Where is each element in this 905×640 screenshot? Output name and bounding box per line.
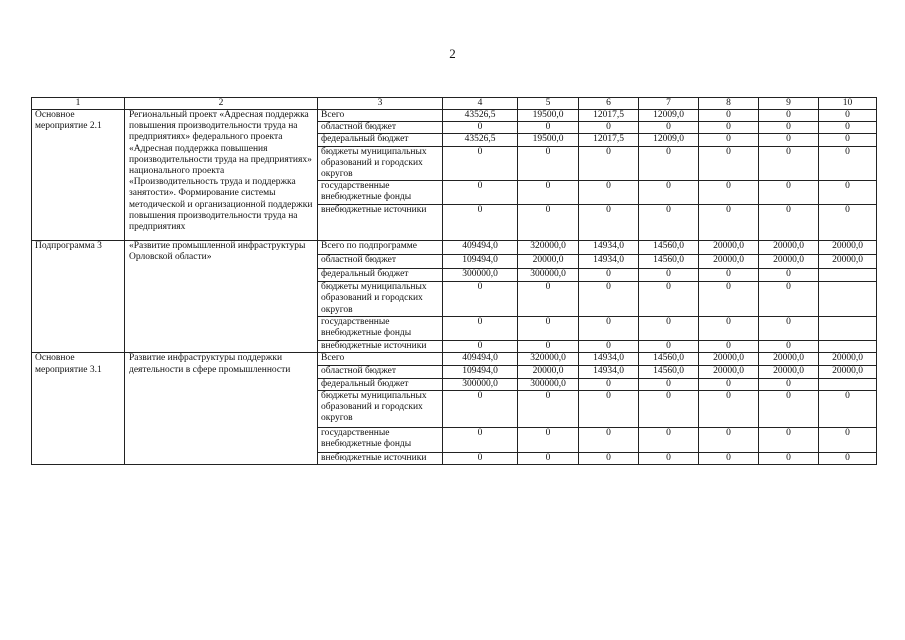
funding-source: государственные внебюджетные фонды xyxy=(318,317,443,341)
funding-source: бюджеты муниципальных образований и городских округов xyxy=(318,282,443,317)
amount-cell: 0 xyxy=(699,317,759,341)
amount-cell: 0 xyxy=(639,181,699,205)
amount-cell: 320000,0 xyxy=(518,353,579,366)
amount-cell: 300000,0 xyxy=(443,378,518,390)
amount-cell: 0 xyxy=(579,269,639,282)
amount-cell: 0 xyxy=(819,134,877,146)
amount-cell: 14934,0 xyxy=(579,255,639,269)
amount-cell: 14934,0 xyxy=(579,366,639,378)
amount-cell: 0 xyxy=(699,269,759,282)
amount-cell: 12009,0 xyxy=(639,134,699,146)
amount-cell: 300000,0 xyxy=(518,378,579,390)
amount-cell: 14934,0 xyxy=(579,241,639,255)
amount-cell: 0 xyxy=(579,427,639,452)
amount-cell: 0 xyxy=(518,390,579,427)
amount-cell: 0 xyxy=(579,390,639,427)
amount-cell: 0 xyxy=(579,341,639,353)
amount-cell: 409494,0 xyxy=(443,353,518,366)
amount-cell: 20000,0 xyxy=(759,241,819,255)
amount-cell: 20000,0 xyxy=(699,241,759,255)
amount-cell: 0 xyxy=(819,427,877,452)
amount-cell: 0 xyxy=(579,122,639,134)
amount-cell xyxy=(819,282,877,317)
amount-cell: 0 xyxy=(699,282,759,317)
column-header: 9 xyxy=(759,98,819,110)
amount-cell: 20000,0 xyxy=(699,255,759,269)
amount-cell: 0 xyxy=(518,205,579,241)
amount-cell: 0 xyxy=(639,427,699,452)
funding-source: Всего xyxy=(318,353,443,366)
amount-cell: 0 xyxy=(759,390,819,427)
amount-cell: 0 xyxy=(639,205,699,241)
column-header: 4 xyxy=(443,98,518,110)
amount-cell: 0 xyxy=(699,378,759,390)
amount-cell: 14560,0 xyxy=(639,241,699,255)
amount-cell xyxy=(819,317,877,341)
table-body xyxy=(32,98,877,465)
amount-cell: 12017,5 xyxy=(579,110,639,122)
amount-cell: 0 xyxy=(518,452,579,464)
amount-cell: 14560,0 xyxy=(639,353,699,366)
amount-cell: 0 xyxy=(759,205,819,241)
amount-cell: 0 xyxy=(443,282,518,317)
amount-cell: 0 xyxy=(579,282,639,317)
amount-cell: 0 xyxy=(759,146,819,181)
amount-cell: 0 xyxy=(759,282,819,317)
amount-cell: 20000,0 xyxy=(518,366,579,378)
amount-cell: 0 xyxy=(819,122,877,134)
amount-cell: 14934,0 xyxy=(579,353,639,366)
section-name: Подпрограмма 3 xyxy=(32,241,125,353)
amount-cell: 0 xyxy=(759,122,819,134)
amount-cell: 0 xyxy=(699,146,759,181)
amount-cell: 0 xyxy=(819,205,877,241)
amount-cell: 0 xyxy=(579,146,639,181)
amount-cell: 43526,5 xyxy=(443,134,518,146)
amount-cell: 20000,0 xyxy=(759,366,819,378)
amount-cell: 0 xyxy=(639,390,699,427)
amount-cell: 14560,0 xyxy=(639,366,699,378)
funding-source: бюджеты муниципальных образований и городских округов xyxy=(318,390,443,427)
column-header: 6 xyxy=(579,98,639,110)
amount-cell: 0 xyxy=(759,341,819,353)
amount-cell: 0 xyxy=(518,122,579,134)
amount-cell: 320000,0 xyxy=(518,241,579,255)
amount-cell: 0 xyxy=(819,110,877,122)
amount-cell: 0 xyxy=(759,269,819,282)
amount-cell: 0 xyxy=(579,378,639,390)
amount-cell: 0 xyxy=(443,341,518,353)
column-header: 2 xyxy=(125,98,318,110)
amount-cell: 43526,5 xyxy=(443,110,518,122)
funding-source: внебюджетные источники xyxy=(318,452,443,464)
table-row xyxy=(32,110,877,122)
amount-cell xyxy=(819,341,877,353)
amount-cell: 0 xyxy=(759,110,819,122)
page-number: 2 xyxy=(449,46,456,61)
amount-cell: 0 xyxy=(579,205,639,241)
amount-cell: 0 xyxy=(699,390,759,427)
amount-cell: 0 xyxy=(699,134,759,146)
column-header: 7 xyxy=(639,98,699,110)
amount-cell: 0 xyxy=(819,390,877,427)
funding-source: Всего по подпрограмме xyxy=(318,241,443,255)
funding-source: областной бюджет xyxy=(318,366,443,378)
funding-source: бюджеты муниципальных образований и городских округов xyxy=(318,146,443,181)
amount-cell: 20000,0 xyxy=(699,353,759,366)
funding-source: государственные внебюджетные фонды xyxy=(318,181,443,205)
amount-cell: 20000,0 xyxy=(819,255,877,269)
amount-cell: 0 xyxy=(518,341,579,353)
column-header: 3 xyxy=(318,98,443,110)
table-row xyxy=(32,353,877,366)
amount-cell: 0 xyxy=(639,282,699,317)
table-row xyxy=(32,241,877,255)
column-header: 8 xyxy=(699,98,759,110)
amount-cell: 0 xyxy=(443,122,518,134)
amount-cell: 0 xyxy=(819,181,877,205)
funding-source: федеральный бюджет xyxy=(318,378,443,390)
amount-cell: 0 xyxy=(819,452,877,464)
amount-cell: 12017,5 xyxy=(579,134,639,146)
amount-cell: 0 xyxy=(443,205,518,241)
amount-cell: 0 xyxy=(759,134,819,146)
amount-cell: 0 xyxy=(639,317,699,341)
amount-cell: 0 xyxy=(518,317,579,341)
amount-cell: 0 xyxy=(759,181,819,205)
funding-source: государственные внебюджетные фонды xyxy=(318,427,443,452)
amount-cell: 0 xyxy=(639,452,699,464)
amount-cell: 20000,0 xyxy=(819,366,877,378)
amount-cell: 0 xyxy=(699,110,759,122)
budget-table xyxy=(31,97,877,465)
amount-cell: 19500,0 xyxy=(518,110,579,122)
amount-cell: 0 xyxy=(699,452,759,464)
amount-cell: 0 xyxy=(518,282,579,317)
amount-cell: 409494,0 xyxy=(443,241,518,255)
amount-cell: 0 xyxy=(819,146,877,181)
amount-cell: 109494,0 xyxy=(443,366,518,378)
funding-source: внебюджетные источники xyxy=(318,205,443,241)
amount-cell: 0 xyxy=(759,378,819,390)
amount-cell: 0 xyxy=(443,427,518,452)
section-description: Региональный проект «Адресная поддержка повышения производительности труда на предприятиях» федерального проекта «Адресная поддержка повышения производительности труда на предприятиях» национального проекта «Производительность труда и поддержка занятости». Формирование системы методической и организационной поддержки повышения производительности труда на предприятиях xyxy=(125,110,318,241)
section-description: «Развитие промышленной инфраструктуры Орловской области» xyxy=(125,241,318,353)
column-header: 1 xyxy=(32,98,125,110)
amount-cell xyxy=(819,378,877,390)
amount-cell: 0 xyxy=(443,317,518,341)
amount-cell: 14560,0 xyxy=(639,255,699,269)
amount-cell: 0 xyxy=(699,181,759,205)
amount-cell: 0 xyxy=(443,452,518,464)
amount-cell: 0 xyxy=(699,341,759,353)
amount-cell: 0 xyxy=(699,122,759,134)
funding-source: областной бюджет xyxy=(318,122,443,134)
amount-cell: 20000,0 xyxy=(518,255,579,269)
column-header: 10 xyxy=(819,98,877,110)
amount-cell: 0 xyxy=(699,427,759,452)
section-name: Основное мероприятие 3.1 xyxy=(32,353,125,465)
amount-cell: 20000,0 xyxy=(819,241,877,255)
amount-cell: 20000,0 xyxy=(819,353,877,366)
amount-cell: 0 xyxy=(639,122,699,134)
amount-cell: 0 xyxy=(443,390,518,427)
amount-cell: 0 xyxy=(579,452,639,464)
amount-cell: 0 xyxy=(518,427,579,452)
section-name: Основное мероприятие 2.1 xyxy=(32,110,125,241)
amount-cell: 0 xyxy=(639,378,699,390)
amount-cell: 19500,0 xyxy=(518,134,579,146)
amount-cell: 12009,0 xyxy=(639,110,699,122)
amount-cell: 0 xyxy=(699,205,759,241)
column-header: 5 xyxy=(518,98,579,110)
amount-cell: 0 xyxy=(639,341,699,353)
amount-cell: 0 xyxy=(518,146,579,181)
amount-cell: 20000,0 xyxy=(759,255,819,269)
amount-cell: 20000,0 xyxy=(759,353,819,366)
funding-source: федеральный бюджет xyxy=(318,269,443,282)
amount-cell: 300000,0 xyxy=(518,269,579,282)
amount-cell: 0 xyxy=(759,427,819,452)
amount-cell: 20000,0 xyxy=(699,366,759,378)
amount-cell: 109494,0 xyxy=(443,255,518,269)
amount-cell: 0 xyxy=(579,317,639,341)
amount-cell: 0 xyxy=(759,317,819,341)
amount-cell: 0 xyxy=(443,181,518,205)
amount-cell: 0 xyxy=(639,146,699,181)
funding-source: Всего xyxy=(318,110,443,122)
funding-source: внебюджетные источники xyxy=(318,341,443,353)
amount-cell: 300000,0 xyxy=(443,269,518,282)
section-description: Развитие инфраструктуры поддержки деятельности в сфере промышленности xyxy=(125,353,318,465)
amount-cell: 0 xyxy=(518,181,579,205)
amount-cell: 0 xyxy=(579,181,639,205)
funding-source: федеральный бюджет xyxy=(318,134,443,146)
amount-cell: 0 xyxy=(443,146,518,181)
funding-source: областной бюджет xyxy=(318,255,443,269)
header-row xyxy=(32,98,877,110)
amount-cell: 0 xyxy=(639,269,699,282)
amount-cell xyxy=(819,269,877,282)
amount-cell: 0 xyxy=(759,452,819,464)
